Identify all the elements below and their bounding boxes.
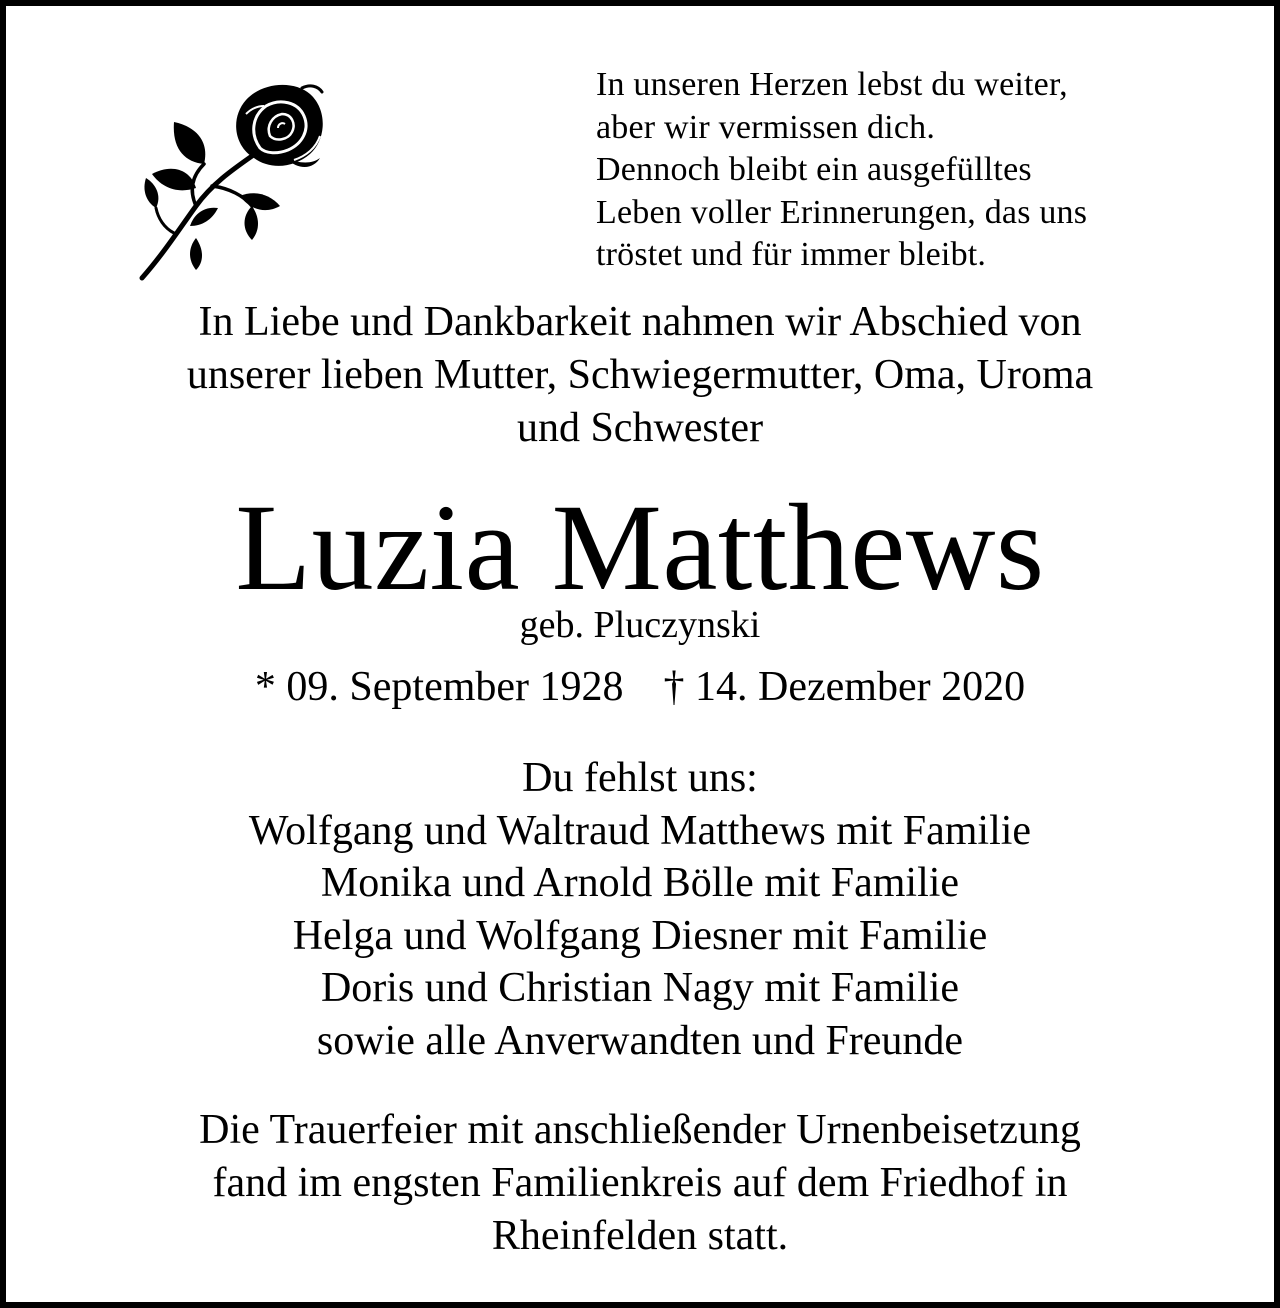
intro-text: In Liebe und Dankbarkeit nahmen wir Abschied von unserer lieben Mutter, Schwiegermutter, Oma, Uroma und Schwester bbox=[186, 299, 1094, 451]
mourner-line: Doris und Christian Nagy mit Familie bbox=[320, 965, 960, 1011]
life-dates bbox=[6, 660, 1274, 714]
mourner-line: Wolfgang und Waltraud Matthews mit Familie bbox=[248, 807, 1032, 854]
ceremony-text: Die Trauerfeier mit anschließender Urnenbeisetzung fand im engsten Familienkreis auf dem Friedhof in Rheinfelden statt. bbox=[199, 1107, 1081, 1259]
mourner-line: sowie alle Anverwandten und Freunde bbox=[316, 1017, 964, 1064]
mourner-line: Helga und Wolfgang Diesner mit Familie bbox=[292, 912, 988, 959]
birth-date: * 09. September 1928 bbox=[254, 664, 624, 710]
poem-verse: In unseren Herzen lebst du weiter, aber wir vermissen dich. Dennoch bleibt ein ausgefülltes Leben voller Erinnerungen, das uns tröstet und für immer bleibt. bbox=[596, 66, 1088, 273]
mourner-line: Monika und Arnold Bölle mit Familie bbox=[320, 860, 960, 906]
maiden-name: geb. Pluczynski bbox=[519, 604, 761, 646]
mourners-list bbox=[6, 752, 1274, 1067]
deceased-name: Luzia Matthews bbox=[235, 479, 1045, 616]
death-date: † 14. Dezember 2020 bbox=[663, 664, 1026, 710]
rose-icon bbox=[134, 78, 334, 283]
mourners-heading: Du fehlst uns: bbox=[522, 755, 758, 801]
